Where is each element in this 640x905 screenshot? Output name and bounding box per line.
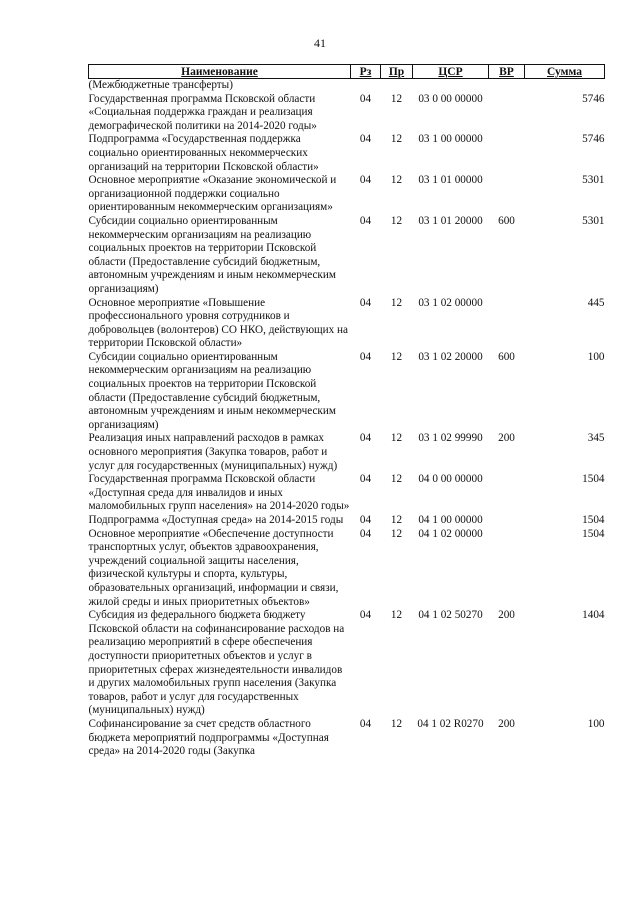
row-rz-cell: 04 bbox=[359, 527, 372, 540]
header-sum: Сумма bbox=[525, 65, 605, 79]
row-csr-cell: 03 1 02 00000 bbox=[418, 296, 483, 309]
row-csr-cell: 04 1 00 00000 bbox=[418, 514, 483, 526]
row-sum-cell: 5746 bbox=[582, 133, 605, 146]
row-sum-cell: 100 bbox=[587, 350, 605, 363]
table-row bbox=[89, 174, 605, 215]
row-name-cell: Подпрограмма «Доступная среда» на 2014-2015 годы bbox=[88, 514, 344, 526]
row-name-cell: Государственная программа Псковской области «Доступная среда для инвалидов и иных маломобильных групп населения» на 2014-2020 годы» bbox=[88, 473, 350, 513]
row-pr-cell: 12 bbox=[390, 609, 403, 622]
row-pr-cell: 12 bbox=[390, 133, 403, 146]
header-name: Наименование bbox=[89, 65, 351, 79]
row-rz-cell: 04 bbox=[359, 296, 372, 309]
row-name-cell: Субсидии социально ориентированным некоммерческим организациям на реализацию социальных проектов на территории Псковской области (Предоставление субсидий бюджетным, автономным учреждениям и иным некоммерческим организациям) bbox=[88, 350, 336, 431]
row-sum-cell: 100 bbox=[587, 717, 605, 730]
row-rz-cell: 04 bbox=[359, 214, 372, 227]
table-row bbox=[89, 133, 605, 174]
row-csr-cell: 03 1 01 20000 bbox=[418, 214, 483, 227]
row-sum-cell: 5746 bbox=[582, 92, 605, 105]
row-pr-cell: 12 bbox=[390, 214, 403, 227]
row-name-cell: Субсидии социально ориентированным некоммерческим организациям на реализацию социальных проектов на территории Псковской области (Предоставление субсидий бюджетным, автономным учреждениям и иным некоммерческим организациям) bbox=[88, 214, 336, 295]
header-vr: ВР bbox=[489, 65, 525, 79]
row-rz-cell: 04 bbox=[359, 473, 372, 486]
row-vr-cell: 200 bbox=[498, 609, 515, 622]
row-vr-cell: 200 bbox=[498, 717, 515, 730]
row-rz-cell: 04 bbox=[359, 432, 372, 445]
row-vr-cell: 200 bbox=[498, 432, 515, 445]
row-rz-cell: 04 bbox=[359, 514, 372, 526]
header-rz: Рз bbox=[351, 65, 381, 79]
table-row bbox=[89, 473, 605, 514]
row-vr-cell: 600 bbox=[498, 214, 515, 227]
row-name-cell: (Межбюджетные трансферты) bbox=[88, 79, 233, 91]
table-row bbox=[89, 514, 605, 528]
row-pr-cell: 12 bbox=[390, 717, 403, 730]
row-vr-cell bbox=[489, 93, 525, 134]
row-pr-cell: 12 bbox=[390, 514, 403, 526]
row-csr-cell: 04 0 00 00000 bbox=[418, 473, 483, 486]
row-sum-cell bbox=[525, 79, 605, 93]
table-row bbox=[89, 215, 605, 297]
row-sum-cell: 1404 bbox=[582, 609, 605, 622]
row-vr-cell: 600 bbox=[498, 350, 515, 363]
table-row bbox=[89, 528, 605, 610]
budget-table bbox=[88, 64, 605, 759]
table-header bbox=[89, 65, 605, 79]
row-rz-cell: 04 bbox=[359, 350, 372, 363]
row-sum-cell: 345 bbox=[587, 432, 605, 445]
row-vr-cell bbox=[489, 528, 525, 610]
page-number: 41 bbox=[314, 36, 326, 50]
row-name-cell: Субсидия из федерального бюджета бюджету Псковской области на софинансирование расходов на реализацию мероприятий в сфере обеспечения доступности приоритетных объектов и услуг в приоритетных сферах жизнедеятельности инвалидов и других маломобильных групп населения (Закупка товаров, работ и услуг для государственных (муниципальных) нужд) bbox=[88, 609, 345, 717]
table-row bbox=[89, 351, 605, 433]
row-sum-cell: 1504 bbox=[582, 473, 605, 486]
row-pr-cell: 12 bbox=[390, 350, 403, 363]
row-vr-cell bbox=[489, 297, 525, 351]
row-pr-cell bbox=[381, 79, 413, 93]
row-csr-cell bbox=[413, 79, 489, 93]
row-csr-cell: 03 1 02 99990 bbox=[418, 432, 483, 445]
row-name-cell: Реализация иных направлений расходов в рамках основного мероприятия (Закупка товаров, работ и услуг для государственных (муниципальных) нужд) bbox=[88, 432, 338, 472]
table-row bbox=[89, 297, 605, 351]
row-pr-cell: 12 bbox=[390, 296, 403, 309]
row-sum-cell: 5301 bbox=[582, 174, 605, 187]
table-row bbox=[89, 79, 605, 93]
header-pr: Пр bbox=[381, 65, 413, 79]
header-csr: ЦСР bbox=[413, 65, 489, 79]
table-row bbox=[89, 609, 605, 718]
row-csr-cell: 04 1 02 50270 bbox=[418, 609, 483, 622]
row-sum-cell: 1504 bbox=[582, 527, 605, 540]
row-vr-cell bbox=[489, 473, 525, 514]
row-name-cell: Государственная программа Псковской области «Социальная поддержка граждан и реализация демографической политики на 2014-2020 годы» bbox=[88, 92, 317, 132]
row-rz-cell: 04 bbox=[359, 609, 372, 622]
row-pr-cell: 12 bbox=[390, 174, 403, 187]
row-csr-cell: 03 1 00 00000 bbox=[418, 133, 483, 146]
table-body bbox=[89, 79, 605, 759]
row-pr-cell: 12 bbox=[390, 92, 403, 105]
table-row bbox=[89, 93, 605, 134]
row-pr-cell: 12 bbox=[390, 432, 403, 445]
row-csr-cell: 03 0 00 00000 bbox=[418, 92, 483, 105]
row-csr-cell: 03 1 01 00000 bbox=[418, 174, 483, 187]
row-sum-cell: 5301 bbox=[582, 214, 605, 227]
row-csr-cell: 04 1 02 R0270 bbox=[417, 717, 484, 730]
row-sum-cell: 1504 bbox=[582, 514, 605, 526]
table-row bbox=[89, 432, 605, 473]
row-vr-cell bbox=[489, 79, 525, 93]
row-name-cell: Подпрограмма «Государственная поддержка социально ориентированных некоммерческих организаций на территории Псковской области» bbox=[88, 133, 319, 173]
row-rz-cell bbox=[351, 79, 381, 93]
row-csr-cell: 03 1 02 20000 bbox=[418, 350, 483, 363]
row-vr-cell bbox=[489, 174, 525, 215]
row-rz-cell: 04 bbox=[359, 174, 372, 187]
row-rz-cell: 04 bbox=[359, 92, 372, 105]
row-pr-cell: 12 bbox=[390, 473, 403, 486]
table-row bbox=[89, 718, 605, 759]
row-vr-cell bbox=[489, 133, 525, 174]
row-name-cell: Софинансирование за счет средств областного бюджета мероприятий подпрограммы «Доступная среда» на 2014-2020 годы (Закупка bbox=[88, 717, 329, 758]
row-rz-cell: 04 bbox=[359, 133, 372, 146]
row-sum-cell: 445 bbox=[587, 296, 605, 309]
row-rz-cell: 04 bbox=[359, 717, 372, 730]
row-vr-cell bbox=[489, 514, 525, 528]
row-pr-cell: 12 bbox=[390, 527, 403, 540]
row-name-cell: Основное мероприятие «Повышение профессионального уровня сотрудников и добровольцев (волонтеров) СО НКО, действующих на территории Псковской области» bbox=[88, 296, 348, 350]
row-name-cell: Основное мероприятие «Обеспечение доступности транспортных услуг, объектов здравоохранения, учреждений социальной защиты населения, физической культуры и спорта, культуры, образовательных организаций, информации и связи, жилой среды и иных приоритетных объектов» bbox=[88, 527, 339, 608]
row-csr-cell: 04 1 02 00000 bbox=[418, 527, 483, 540]
row-name-cell: Основное мероприятие «Оказание экономической и организационной поддержки социально ориентированным некоммерческим организациям» bbox=[88, 174, 337, 214]
